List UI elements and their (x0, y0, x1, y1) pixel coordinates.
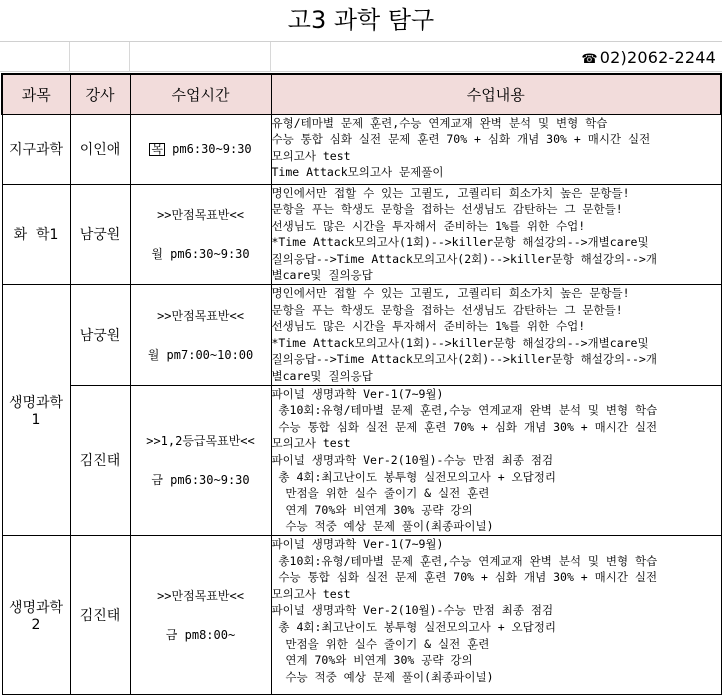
content-line: 명인에서만 접할 수 있는 고퀼도, 고퀄리티 희소가치 높은 문항들! (271, 185, 630, 200)
subject-label-suffix: 1 (31, 412, 41, 429)
phone-number-text: 02)2062-2244 (599, 48, 716, 67)
table-row (2, 114, 721, 184)
table-row (2, 385, 721, 535)
content-line: 문항을 푸는 학생도 문항을 접하는 선생님도 감탄하는 그 문한들! (271, 302, 623, 317)
content-line: 수능 통합 심화 실전 문제 훈련 70% + 심화 개념 30% + 매시간 실전 (271, 132, 651, 147)
table-row (2, 535, 721, 694)
time-text: 금 pm8:00~ (165, 627, 236, 642)
subject-label: 생명과학 (8, 395, 64, 412)
header-teacher: 강사 (70, 74, 130, 114)
content-line: 문항을 푸는 학생도 문항을 접하는 선생님도 감탄하는 그 문한들! (271, 202, 623, 217)
teacher-cell (70, 385, 130, 535)
time-cell (130, 535, 271, 694)
content-line: Time Attack모의고사 문제풀이 (271, 165, 444, 180)
content-line: 만점을 위한 실수 줄이기 & 실전 훈련 (271, 636, 490, 651)
time-text: 월 pm7:00~10:00 (147, 347, 254, 362)
header-class-content: 수업내용 (271, 74, 721, 114)
teacher-name: 이인애 (79, 142, 121, 158)
content-line: 총10회:유형/테마별 문제 훈련,수능 연계교재 완벽 분석 및 변형 학습 (271, 403, 658, 418)
time-cell (130, 114, 271, 184)
content-line: 총10회:유형/테마별 문제 훈련,수능 연계교재 완벽 분석 및 변형 학습 (271, 553, 658, 568)
content-line: 질의응답-->Time Attack모의고사(2회)-->killer문항 해설강의-->개 (271, 352, 657, 367)
content-cell (271, 535, 721, 694)
subject-label: 생명과학 (8, 599, 64, 616)
content-line: 모의고사 test (271, 436, 351, 451)
goal-label: >>1,2등급목표반<< (146, 434, 255, 449)
content-line: 별care및 질의응답 (271, 369, 373, 384)
content-line: 명인에서만 접할 수 있는 고퀼도, 고퀄리티 희소가치 높은 문항들! (271, 286, 630, 301)
content-line: *Time Attack모의고사(1회)-->killer문항 해설강의-->개별care및 (271, 335, 649, 350)
page-title: 고3 과학 탐구 (287, 6, 435, 34)
time-cell (130, 184, 271, 285)
content-line: 파이널 생명과학 Ver-2(10월)-수능 만점 최종 점검 (271, 603, 554, 618)
content-cell (271, 285, 721, 386)
day-highlight: 목 (151, 142, 163, 156)
table-row (2, 285, 721, 386)
class-schedule-table (1, 73, 722, 695)
time-text: 월 pm6:30~9:30 (151, 247, 250, 262)
header-row (2, 74, 721, 114)
subject-label-suffix: 2 (31, 616, 41, 633)
content-line: 수능 통합 심화 실전 문제 훈련 70% + 심화 개념 30% + 매시간 실전 (271, 419, 658, 434)
goal-label: >>만점목표반<< (157, 208, 244, 223)
teacher-cell (70, 535, 130, 694)
header-class-time: 수업시간 (130, 74, 271, 114)
content-line: 총 4회:최고난이도 봉투형 실전모의고사 + 오답정리 (271, 619, 556, 634)
content-line: 수능 통합 심화 실전 문제 훈련 70% + 심화 개념 30% + 매시간 실전 (271, 570, 658, 585)
content-line: 파이널 생명과학 Ver-1(7~9월) (271, 386, 444, 401)
content-cell (271, 184, 721, 285)
content-line: 연계 70%와 비연계 30% 공략 강의 (271, 502, 473, 517)
content-line: 별care및 질의응답 (271, 268, 373, 283)
telephone-icon: ☎ (581, 52, 598, 67)
content-cell (271, 114, 721, 184)
content-line: *Time Attack모의고사(1회)-->killer문항 해설강의-->개별care및 (271, 235, 649, 250)
subject-cell (2, 114, 70, 184)
content-cell (271, 385, 721, 535)
content-line: 선생님도 많은 시간을 투자해서 준비하는 1%를 위한 수업! (271, 218, 586, 233)
content-line: 연계 70%와 비연계 30% 공략 강의 (271, 653, 473, 668)
teacher-name: 남궁원 (79, 327, 121, 344)
table-row (2, 184, 721, 285)
teacher-cell (70, 114, 130, 184)
content-line: 총 4회:최고난이도 봉투형 실전모의고사 + 오답정리 (271, 469, 556, 484)
subject-label: 화 학1 (13, 227, 59, 244)
phone-number (581, 48, 716, 70)
content-line: 선생님도 많은 시간을 투자해서 준비하는 1%를 위한 수업! (271, 319, 586, 334)
time-text: 금 pm6:30~9:30 (151, 473, 250, 488)
teacher-cell (70, 184, 130, 285)
subject-cell (2, 184, 70, 285)
content-line: 모의고사 test (271, 148, 351, 163)
content-line: 만점을 위한 실수 줄이기 & 실전 훈련 (271, 486, 490, 501)
grid-line (69, 42, 70, 72)
teacher-cell (70, 285, 130, 386)
subject-cell (2, 535, 70, 694)
grid-line (129, 42, 130, 72)
teacher-name: 김진태 (79, 453, 121, 470)
content-line: 파이널 생명과학 Ver-1(7~9월) (271, 536, 444, 551)
content-line: 수능 적중 예상 문제 풀이(최종파이널) (271, 519, 494, 534)
content-line: 파이널 생명과학 Ver-2(10월)-수능 만점 최종 점검 (271, 453, 554, 467)
header-subject: 과목 (2, 74, 70, 114)
time-cell (130, 385, 271, 535)
subject-label: 지구과학 (8, 142, 64, 158)
content-line: 수능 적중 예상 문제 풀이(최종파이널) (271, 669, 494, 684)
grid-line (270, 42, 271, 72)
subject-cell (2, 285, 70, 536)
goal-label: >>만점목표반<< (157, 588, 244, 603)
teacher-name: 김진태 (79, 607, 121, 624)
time-cell (130, 285, 271, 386)
goal-label: >>만점목표반<< (157, 308, 244, 323)
teacher-name: 남궁원 (79, 227, 121, 244)
time-text: pm6:30~9:30 (172, 142, 252, 156)
content-line: 모의고사 test (271, 586, 351, 601)
content-line: 유형/테마별 문제 훈련,수능 연계교재 완벽 분석 및 변형 학습 (271, 115, 608, 130)
content-line: 질의응답-->Time Attack모의고사(2회)-->killer문항 해설강의-->개 (271, 251, 657, 266)
